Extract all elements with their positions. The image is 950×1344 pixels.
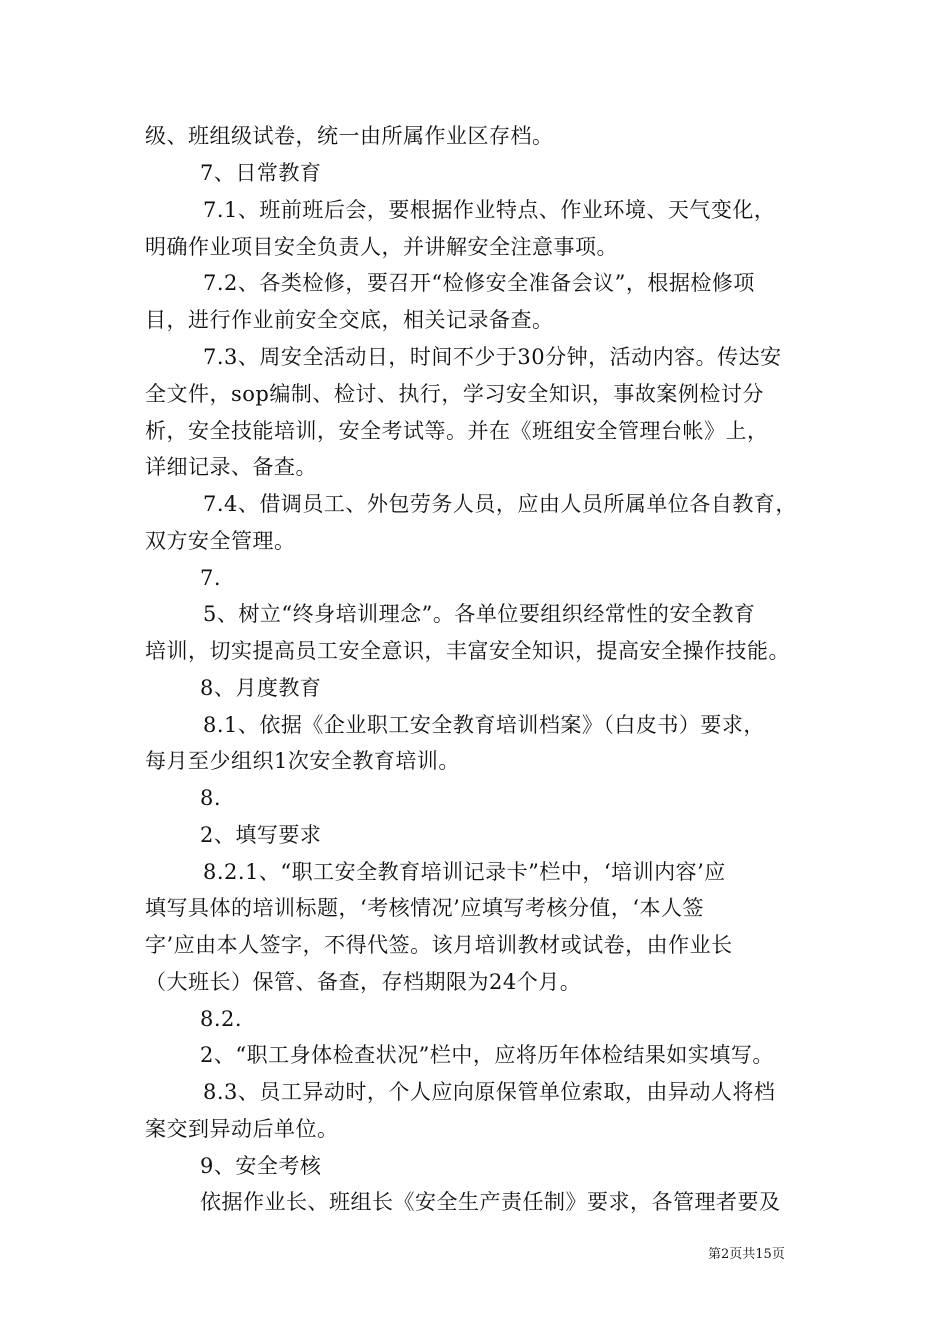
body-line: 7.4、借调员工、外包劳务人员，应由人员所属单位各自教育， xyxy=(203,492,797,516)
body-line: 全文件，sop编制、检讨、执行，学习安全知识，事故案例检讨分 xyxy=(145,382,764,406)
body-line: 8.3、员工异动时，个人应向原保管单位索取，由异动人将档 xyxy=(203,1080,776,1104)
body-line: 8.2.1、“职工安全教育培训记录卡”栏中，‘培训内容’应 xyxy=(203,860,726,884)
body-line: 8.2. xyxy=(200,1007,243,1031)
body-line: 7. xyxy=(200,566,222,590)
body-line: 8. xyxy=(200,786,222,810)
page-number: 第2页共15页 xyxy=(708,1247,785,1262)
body-line: 5、树立“终身培训理念”。各单位要组织经常性的安全教育 xyxy=(203,602,756,626)
body-line: 详细记录、备查。 xyxy=(145,455,317,479)
body-line: 7.1、班前班后会，要根据作业特点、作业环境、天气变化， xyxy=(203,198,776,222)
body-line: 明确作业项目安全负责人，并讲解安全注意事项。 xyxy=(145,235,618,259)
body-line: 8.1、依据《企业职工安全教育培训档案》（白皮书）要求， xyxy=(203,713,765,737)
section-heading: 9、安全考核 xyxy=(200,1154,322,1178)
body-line: 依据作业长、班组长《安全生产责任制》要求，各管理者要及 xyxy=(200,1190,781,1214)
body-line: 级、班组级试卷，统一由所属作业区存档。 xyxy=(145,124,554,148)
body-line: 字’应由本人签字，不得代签。该月培训教材或试卷，由作业长 xyxy=(145,933,733,957)
body-line: 7.2、各类检修，要召开“检修安全准备会议”，根据检修项 xyxy=(203,271,755,295)
body-line: 填写具体的培训标题，‘考核情况’应填写考核分值，‘本人签 xyxy=(145,896,705,920)
body-line: 析，安全技能培训，安全考试等。并在《班组安全管理台帐》上， xyxy=(145,419,769,443)
body-line: 2、填写要求 xyxy=(200,823,322,847)
body-line: 双方安全管理。 xyxy=(145,529,296,553)
body-line: 每月至少组织1次安全教育培训。 xyxy=(145,749,460,773)
section-heading: 8、月度教育 xyxy=(200,676,322,700)
body-line: 目，进行作业前安全交底，相关记录备查。 xyxy=(145,308,554,332)
body-line: （大班长）保管、备查，存档期限为24个月。 xyxy=(145,970,582,994)
section-heading: 7、日常教育 xyxy=(200,161,322,185)
body-line: 2、“职工身体检查状况”栏中，应将历年体检结果如实填写。 xyxy=(200,1043,774,1067)
body-line: 案交到异动后单位。 xyxy=(145,1117,339,1141)
body-line: 7.3、周安全活动日，时间不少于30分钟，活动内容。传达安 xyxy=(203,345,782,369)
body-line: 培训，切实提高员工安全意识，丰富安全知识，提高安全操作技能。 xyxy=(145,639,790,663)
